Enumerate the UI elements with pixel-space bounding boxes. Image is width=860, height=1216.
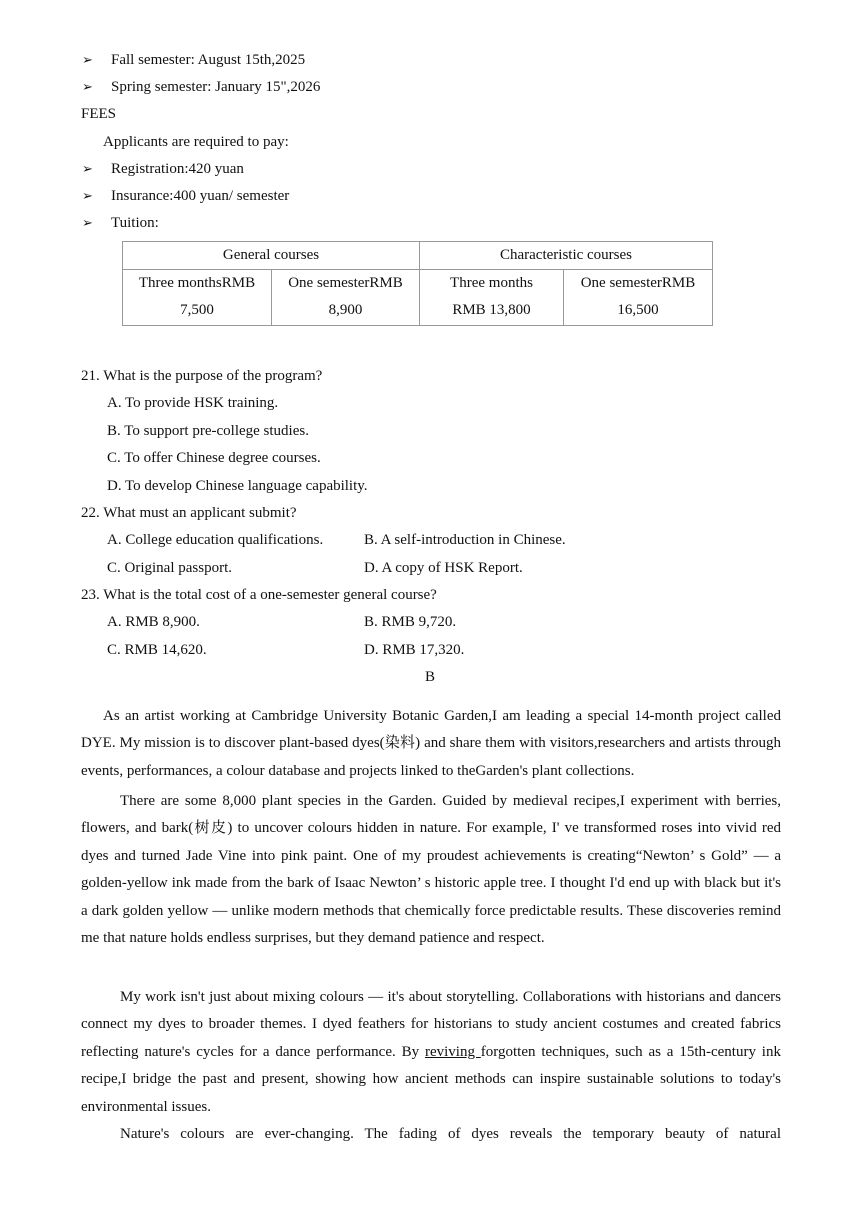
table-cell <box>564 270 713 326</box>
question-21-option-d: D. To develop Chinese language capability. <box>107 478 368 494</box>
cell-value: 7,500 <box>180 302 214 318</box>
passage-paragraph-3 <box>81 984 781 1121</box>
table-cell <box>123 270 272 326</box>
table-cell <box>272 270 420 326</box>
question-22-option-b: B. A self-introduction in Chinese. <box>364 532 566 548</box>
arrow-bullet-icon: ➢ <box>82 80 93 95</box>
passage-paragraph-2: There are some 8,000 plant species in the Garden. Guided by medieval recipes,I experiment with berries, flowers, and bark(树皮) to uncover colours hidden in nature. For example, I' ve transformed roses into vivid red dyes and turned Jade Vine into pink paint. One of my proudest achievements is creating“Newton’ s Gold” — a golden-yellow ink made from the bark of Isaac Newton’ s historic apple tree. I thought I'd end up with black but it's a dark golden yellow — unlike modern methods that chemically force predictable results. These discoveries remind me that nature holds endless surprises, but they demand patience and respect. <box>81 793 781 947</box>
spring-semester-text: Spring semester: January 15",2026 <box>111 79 321 95</box>
fees-heading: FEES <box>81 106 117 122</box>
tuition-label: Tuition: <box>111 215 159 231</box>
table-header-row <box>123 242 713 270</box>
cell-label: One semesterRMB <box>288 275 403 291</box>
question-22-option-c: C. Original passport. <box>107 560 232 576</box>
tuition-table <box>122 241 713 326</box>
question-22-stem: 22. What must an applicant submit? <box>81 505 297 521</box>
fall-semester-text: Fall semester: August 15th,2025 <box>111 52 306 68</box>
cell-label: Three monthsRMB <box>138 275 256 291</box>
table-header-general: General courses <box>123 242 420 270</box>
question-21-stem: 21. What is the purpose of the program? <box>81 368 323 384</box>
arrow-bullet-icon: ➢ <box>82 162 93 177</box>
paragraph-3-text-start: My work isn't just about mixing colours — it's about storytelling. Collaborations with historians and dancers connect my dyes to broader themes. I dyed feathers for historians to study ancient costumes and created fabrics reflecting nature's cycles for a dance performance. By <box>81 989 781 1060</box>
table-header-characteristic: Characteristic courses <box>420 242 713 270</box>
fees-intro: Applicants are required to pay: <box>103 134 289 150</box>
cell-label: One semesterRMB <box>580 275 696 291</box>
passage-paragraph-1: As an artist working at Cambridge University Botanic Garden,I am leading a special 14-month project called DYE. My mission is to discover plant-based dyes(染料) and share them with visitors,researchers and artists through events, performances, a colour database and projects linked to theGarden's plant collections. <box>81 708 781 779</box>
question-21-option-b: B. To support pre-college studies. <box>107 423 309 439</box>
question-22-option-a: A. College education qualifications. <box>107 532 324 548</box>
table-cell <box>420 270 564 326</box>
registration-fee: Registration:420 yuan <box>111 161 244 177</box>
cell-value: RMB 13,800 <box>452 302 531 318</box>
question-21-option-c: C. To offer Chinese degree courses. <box>107 450 321 466</box>
insurance-fee: Insurance:400 yuan/ semester <box>111 188 290 204</box>
table-row <box>123 270 713 326</box>
cell-value: 16,500 <box>617 302 659 318</box>
underlined-word-reviving: reviving <box>424 1043 481 1060</box>
question-23-option-d: D. RMB 17,320. <box>364 642 465 658</box>
question-23-option-b: B. RMB 9,720. <box>364 614 457 630</box>
paragraph-3-text-end: forgotten techniques, such as a 15th-century ink recipe,I bridge the past and present, showing how ancient methods can inspire sustainable solutions to today's environmental issues. <box>81 1043 781 1115</box>
arrow-bullet-icon: ➢ <box>82 53 93 68</box>
arrow-bullet-icon: ➢ <box>82 189 93 204</box>
question-23-option-c: C. RMB 14,620. <box>107 642 207 658</box>
question-22-option-d: D. A copy of HSK Report. <box>364 560 523 576</box>
question-23-option-a: A. RMB 8,900. <box>107 614 200 630</box>
arrow-bullet-icon: ➢ <box>82 216 93 231</box>
section-b-label: B <box>425 669 436 685</box>
question-23-stem: 23. What is the total cost of a one-semester general course? <box>81 587 437 603</box>
cell-label: Three months <box>450 275 533 291</box>
passage-paragraph-4: Nature's colours are ever-changing. The fading of dyes reveals the temporary beauty of natural <box>120 1126 781 1142</box>
cell-value: 8,900 <box>328 302 363 318</box>
question-21-option-a: A. To provide HSK training. <box>107 395 279 411</box>
